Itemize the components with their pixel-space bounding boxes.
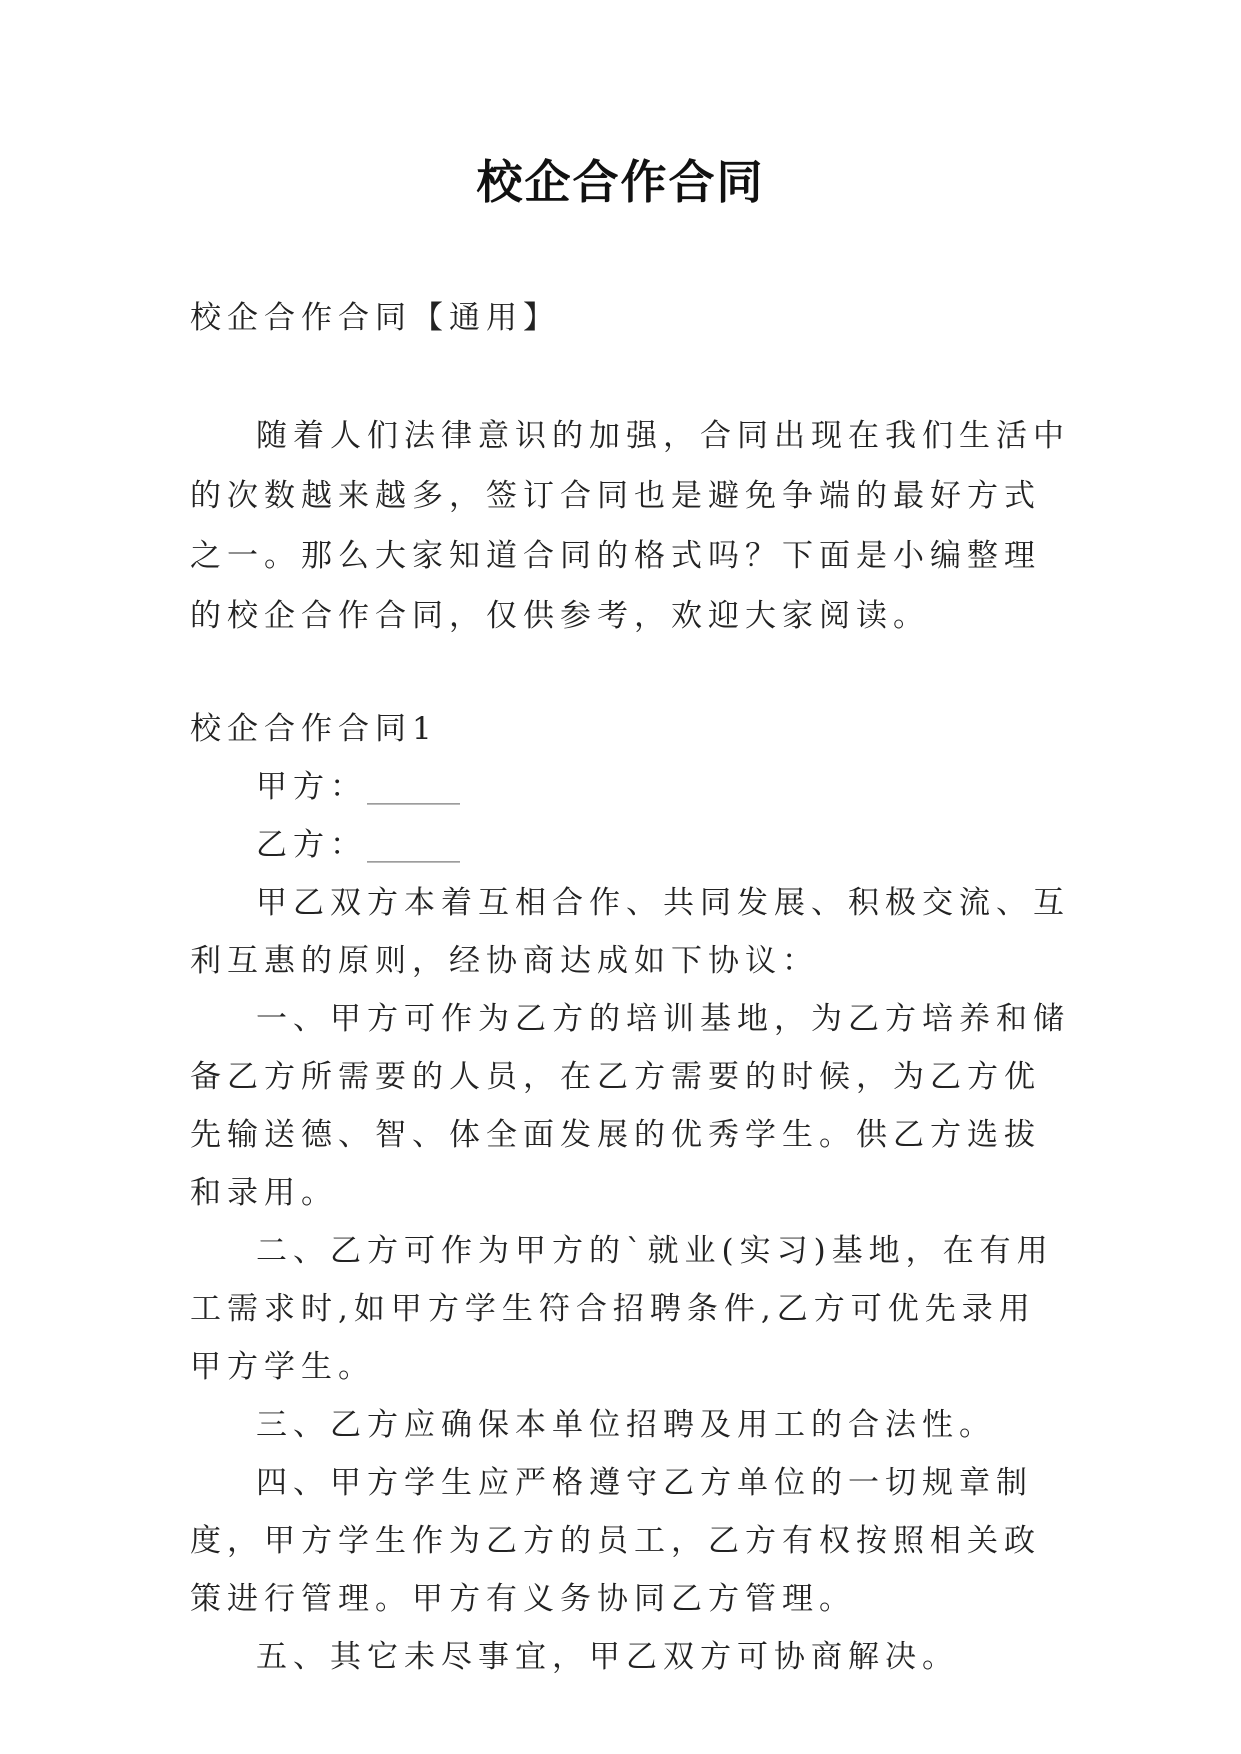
document-subtitle: 校企合作合同【通用】 [190, 300, 560, 336]
party-a-label: 甲方： [256, 769, 367, 805]
document-title: 校企合作合同 [476, 155, 765, 209]
clause-3: 三、乙方应确保本单位招聘及用工的合法性。 [256, 1407, 996, 1443]
preamble-paragraph: 甲乙双方本着互相合作、共同发展、积极交流、互利互惠的原则，经协商达成如下协议： [190, 885, 1070, 979]
section-title: 校企合作合同1 [190, 711, 438, 747]
party-b-label: 乙方： [256, 827, 367, 863]
contract-body [190, 700, 1070, 1686]
clause-1: 一、甲方可作为乙方的培训基地，为乙方培养和储备乙方所需要的人员，在乙方需要的时候，为乙方优先输送德、智、体全面发展的优秀学生。供乙方选拔和录用。 [190, 1001, 1070, 1211]
party-b-blank: ______ [367, 827, 460, 863]
clause-2: 二、乙方可作为甲方的`就业(实习)基地，在有用工需求时,如甲方学生符合招聘条件,乙方可优先录用甲方学生。 [190, 1233, 1054, 1385]
party-a-line [190, 758, 1070, 816]
party-b-line [190, 816, 1070, 874]
clause-5: 五、其它未尽事宜，甲乙双方可协商解决。 [256, 1639, 959, 1675]
clause-4: 四、甲方学生应严格遵守乙方单位的一切规章制度，甲方学生作为乙方的员工，乙方有权按照相关政策进行管理。甲方有义务协同乙方管理。 [190, 1465, 1041, 1617]
party-a-blank: ______ [367, 769, 460, 805]
intro-paragraph: 随着人们法律意识的加强，合同出现在我们生活中的次数越来越多，签订合同也是避免争端的最好方式之一。那么大家知道合同的格式吗？下面是小编整理的校企合作合同，仅供参考，欢迎大家阅读。 [190, 418, 1070, 634]
